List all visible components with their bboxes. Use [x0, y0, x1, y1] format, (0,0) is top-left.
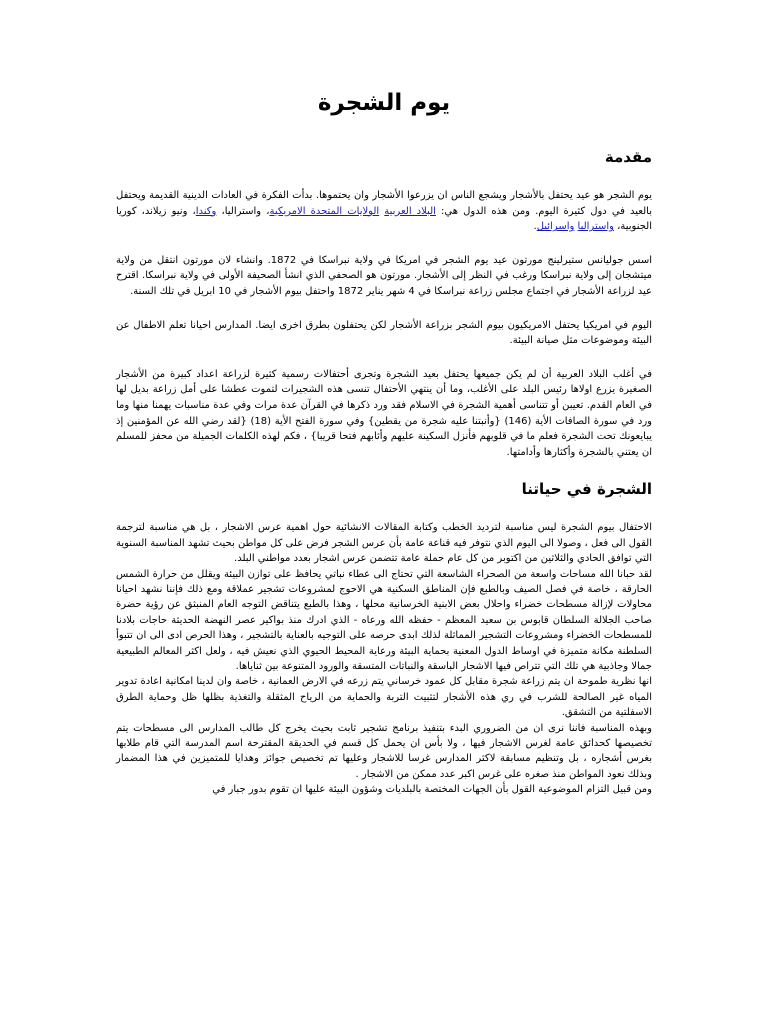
life-heading: الشجرة في حياتنا — [521, 480, 652, 499]
intro-paragraph-4: في أغلب البلاد العربية أن لم يكن جميعها يحتفل بعيد الشجرة وتجرى أحتفالات رسمية كثيرة لزراعة اعداد كبيرة من الأشجار الصغيرة يزرع اولاها رئيس البلد على الأغلب، وما أن ينتهي الأحتفال تنسى هذه الشجيرات لتموت عطشا على أمل زراعة بديل لها في العام القدم. تعيبن أو تتناسى أهمية الشجرة في الاسلام فقد ورد ذكرها في القرآن عدة مرات وفي عدة مناسبات يهمنا منها وما ورد في سورة الصافات الأية (146) {وأنبتنا عليه شجرة من يقطين} وفي سورة الفتح الأية (18) {لقد رضي الله عن المؤمنين إذ يبايعونك تحت الشجرة فعلم ما في قلوبهم فأنزل السكينة عليهم وأثابهم فتحا قريبا} ، فكم لهذه الكلمات الجميلة من محفز للمسلم ان يعتني بالشجرة وأكثارها وأدامتها. — [116, 368, 652, 458]
life-paragraph-2: لقد حبانا الله مساحات واسعة من الصحراء الشاسعة التي تحتاج الى عطاء نباتي يحافظ على توازن البيئة ويقلل من حرارة الشمس الحارقة ، خاصة في فصل الصيف وبالطبع فإن المناطق السكنية هي الاحوج لمشروعات تشجير عملاقة ومع ذلك فإننا نشهد احيانا محاولات لإزالة مسطحات خضراء واحلال بعض الابنية الخرسانية محلها ، وهذا بالطبع يتناقض التوجه العام المنبثق عن رؤية حضرة صاحب الجلالة السلطان قابوس بن سعيد المعظم - حفظه الله ورعاه - الذي ادرك منذ بواكير عصر النهضة الحديثة حاجات بلادنا للمسطحات الخضراء ومشروعات التشجير المماثلة لذلك ابدى حرصه على التوجيه بالعناية بالتشجير ، وهذا الحرص ادى الى ان تتبوأ السلطنة مكانة متميزة في اوساط الدول المعنية بحماية البيئة ورعاية المحيط الحيوي الذي نعيش فيه ، ولعل اكثر المعالم الطبيعية جمالا وجاذبية هي تلك التي تتراص فيها الاشجار الباسقة والنباتات المتسقة والورود المتنوعة بين ثناياها. — [116, 568, 652, 672]
link-israel[interactable]: واسرائيل — [536, 221, 575, 233]
life-paragraph-3: انها نظرية طموحة ان يتم زراعة شجرة مقابل كل عمود خرساني يتم زرعه في الارض العمانية ، خاصة وان لدينا امكانية اعادة تدوير المياه غير الصالحة للشرب في ري هذه الأشجار لتثبيت التربة والحماية من الرياح المثقلة والتغذية بظلها ظل وحماية الطرق الاسفلتية من التشقق. — [116, 676, 652, 719]
intro-p1-mid2: ونيو زيلاند، كوريا الجنوبية، — [116, 205, 652, 233]
link-usa[interactable]: الولايات المتحدة الامريكية — [269, 205, 380, 217]
intro-paragraph-1 — [116, 188, 652, 235]
link-canada[interactable]: وكندا — [195, 205, 217, 217]
link-australia[interactable]: واستراليا — [577, 221, 614, 233]
intro-paragraph-2: اسس جوليانس ستيرلينج مورتون عيد يوم الشجر في امريكا في ولاية نبراسكا في 1872. وانشاء لان مورتون انتقل من ولاية ميتشجان إلى ولاية نبراسكا ورغب في النظر إلى الأشجار. مورتون هو الصحفي الذي انشأ الصحيفة الأولى في ولاية نبراسكا. اقترح عيد لزراعة الأشجار في اجتماع مجلس زراعة نبراسكا في 4 شهر يناير 1872 واحتفل بيوم الأشجار في 10 ابريل في تلك السنة. — [116, 254, 653, 297]
life-paragraph-1: الاحتفال بيوم الشجرة ليس مناسبة لترديد الخطب وكتابة المقالات الانشائية حول اهمية عرس الاشجار ، بل هي مناسبة لترجمة القول الى فعل ، وصولا الى اليوم الذي نتوفر فيه قناعة عامة بأن عرس الشجر فرض على كل مواطن بحيث تشهد المناسبة السنوية التي توافق الحادي والثلاثين من اكتوبر من كل عام حملة عامة تتضمن عرس اشجار بعدد مواطني البلد. — [116, 522, 652, 565]
link-separator: ، — [266, 205, 270, 217]
intro-paragraph-3: اليوم في امريكيا يحتفل الامريكيون بيوم الشجر بزراعة الأشجار لكن يحتفلون بطرق اخرى ايضا. المدارس احيانا تعلم الاطفال عن البيئة وموضوعات مثل صيانة البيئة. — [116, 319, 652, 347]
intro-p1-mid: واستراليا — [224, 205, 262, 217]
document-title: يوم الشجرة — [317, 90, 451, 116]
intro-heading: مقدمة — [604, 148, 652, 166]
life-paragraph-5: ومن قبيل التزام الموضوعية القول بأن الجهات المختصة بالبلديات وشؤون البيئة عليها ان تقوم بدور جبار في — [212, 784, 652, 796]
link-arab-countries[interactable]: البلاد العربية — [384, 205, 436, 217]
life-section-body — [116, 520, 652, 797]
life-paragraph-4: وبهذه المناسبة فاننا نرى ان من الضروري البدء بتنفيذ برنامج تشجير ثابت بحيث يخرج كل طالب المدارس الى مسطحات يتم تخصيصها كحدائق عامة لغرس الاشجار فيها ، ولا بأس ان يحمل كل قسم في الحديقة المقترحة اسم المدرسة التي قام طلابها بغرس أشجاره ، بل وتنظيم مسابقة لاكثر المدارس غرسا للاشجار وعليها تم تخصيص جوائز وهدايا للمتميزين في هذا المضمار وبذلك نعود المواطن منذ صغره على غرس اكبر عدد ممكن من الاشجار . — [116, 722, 652, 780]
intro-p1-text: يوم الشجر هو عيد يحتفل بالأشجار ويشجع الناس ان يزرعوا الأشجار وان يحتموها. بدأت الفكرة في العادات الدينية القديمة ويحتفل بالعيد في دول كثيرة اليوم. ومن هذه الدول هي: — [116, 190, 653, 217]
intro-p1-end: . — [533, 221, 537, 233]
link-separator: ، — [221, 205, 225, 217]
link-separator: ، — [192, 205, 196, 217]
